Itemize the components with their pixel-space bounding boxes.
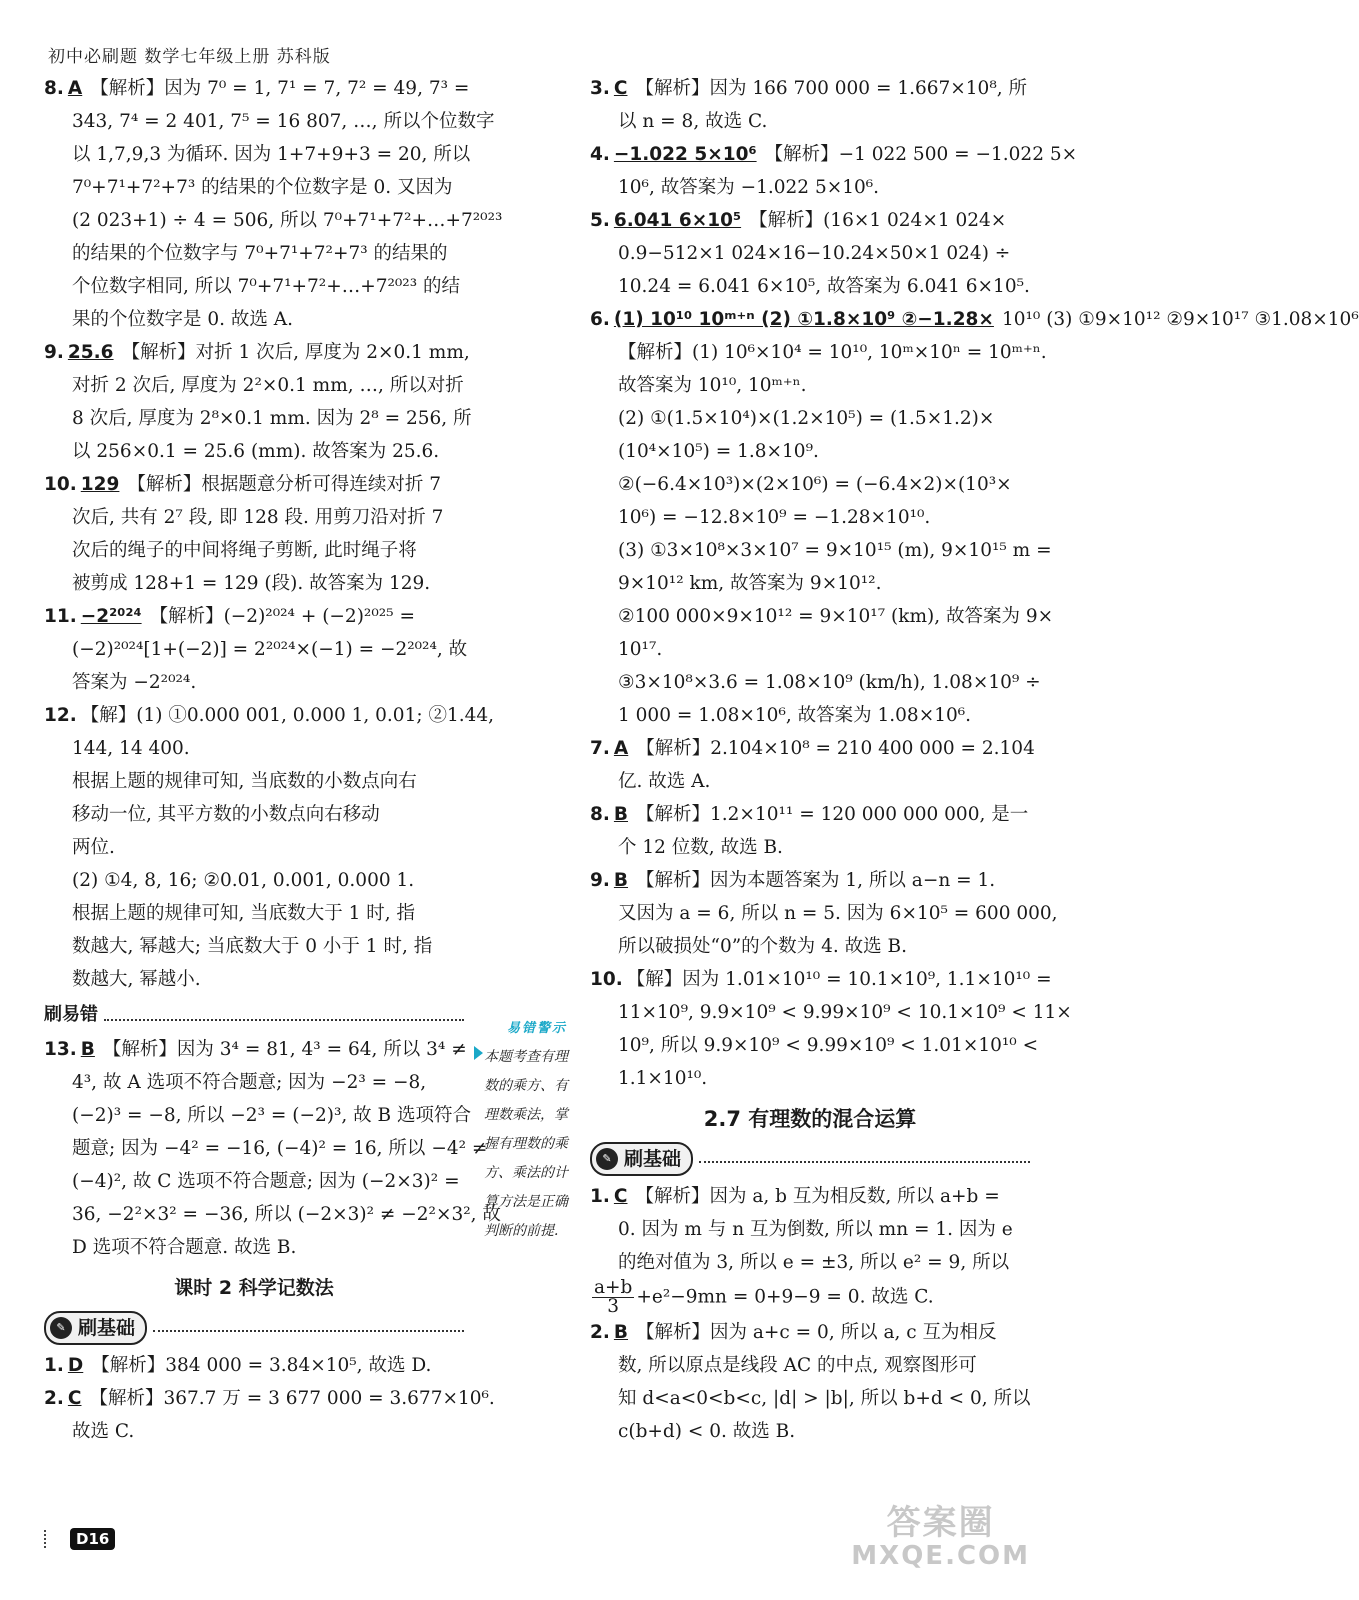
answer-choice: C xyxy=(613,78,628,99)
answer-text: D 选项不符合题意. 故选 B. xyxy=(72,1237,297,1258)
answer-item xyxy=(590,72,1030,138)
answer-text: c(b+d) < 0. 故选 B. xyxy=(618,1421,796,1442)
answer-text: 10.24 = 6.041 6×10⁵, 故答案为 6.041 6×10⁵. xyxy=(618,276,1030,297)
answer-line xyxy=(44,435,464,468)
question-number: 1. xyxy=(44,1355,64,1376)
answer-first-line xyxy=(44,600,464,633)
answer-text: 【解析】因为 166 700 000 = 1.667×10⁸, 所 xyxy=(635,78,1028,99)
answer-first-line xyxy=(44,699,495,732)
answer-text: 数, 所以原点是线段 AC 的中点, 观察图形可 xyxy=(618,1355,977,1376)
answer-choice: B xyxy=(80,1039,95,1060)
answer-line xyxy=(44,798,464,831)
answer-text: (10⁴×10⁵) = 1.8×10⁹. xyxy=(618,441,819,462)
answer-choice: 129 xyxy=(80,474,120,495)
badge-dots xyxy=(699,1155,1030,1163)
badge-dots xyxy=(153,1324,464,1332)
badge-icon: ✎ xyxy=(596,1148,618,1170)
answer-line xyxy=(590,1415,1030,1448)
answer-right-2 xyxy=(590,1316,1030,1448)
answer-first-line xyxy=(590,138,1078,171)
answer-line xyxy=(44,237,464,270)
easy-mistake-divider xyxy=(44,998,464,1031)
answer-line xyxy=(44,765,464,798)
right-answer-list xyxy=(590,72,1359,1095)
watermark xyxy=(851,1504,1030,1570)
answer-first-line xyxy=(590,204,1030,237)
answer-text: 【解析】根据题意分析可得连续对折 7 xyxy=(127,474,442,495)
answer-text: 10¹⁰ (3) ①9×10¹² ②9×10¹⁷ ③1.08×10⁶ xyxy=(1001,309,1359,330)
answer-choice: B xyxy=(613,1322,629,1343)
tip-title: 易错警示 xyxy=(506,1021,567,1036)
basic-badge-left xyxy=(44,1311,464,1345)
answer-line xyxy=(590,1382,1030,1415)
answer-text: 题意; 因为 −4² = −16, (−4)² = 16, 所以 −4² ≠ xyxy=(72,1138,488,1159)
answer-item xyxy=(590,138,1078,204)
answer-first-line xyxy=(590,963,1052,996)
answer-line xyxy=(590,996,1072,1029)
answer-first-line xyxy=(590,732,1035,765)
left-column xyxy=(44,72,503,1448)
divider-dots xyxy=(104,1009,464,1021)
fraction-rest: +e²−9mn = 0+9−9 = 0. 故选 C. xyxy=(636,1286,934,1308)
question-number: 6. xyxy=(590,309,610,330)
question-number: 12. xyxy=(44,705,77,726)
answer-first-line xyxy=(44,336,470,369)
answer-text: 【解析】384 000 = 3.84×10⁵, 故选 D. xyxy=(91,1355,432,1376)
answer-item xyxy=(590,732,1035,798)
answer-line xyxy=(44,1415,464,1448)
fraction-top: a+b xyxy=(594,1277,633,1298)
badge-label: 刷基础 xyxy=(624,1147,682,1170)
answer-line xyxy=(44,1099,471,1132)
answer-line xyxy=(44,864,464,897)
answer-line xyxy=(44,897,464,930)
tip-line: 握有理数的乘 xyxy=(484,1136,568,1152)
answer-line xyxy=(590,600,1054,633)
answer-first-line xyxy=(44,1033,467,1066)
answer-line xyxy=(44,270,464,303)
answer-text: 又因为 a = 6, 所以 n = 5. 因为 6×10⁵ = 600 000, xyxy=(618,903,1058,924)
answer-line xyxy=(590,1349,1030,1382)
answer-line xyxy=(44,1198,501,1231)
answer-text: (3) ①3×10⁸×3×10⁷ = 9×10¹⁵ (m), 9×10¹⁵ m = xyxy=(618,540,1052,561)
answer-item xyxy=(590,963,1072,1095)
question-number: 10. xyxy=(590,969,623,990)
answer-line xyxy=(590,468,1030,501)
answer-13 xyxy=(44,1033,501,1264)
answer-line xyxy=(44,1231,464,1264)
answer-line xyxy=(44,402,472,435)
answer-choice: −1.022 5×10⁶ xyxy=(613,144,757,165)
answer-choice: A xyxy=(613,738,629,759)
answer-text: 36, −2²×3² = −36, 所以 (−2×3)² ≠ −2²×3², 故 xyxy=(72,1204,501,1225)
answer-line xyxy=(590,699,1030,732)
answer-first-line xyxy=(44,1382,495,1415)
answer-item xyxy=(590,1180,1030,1279)
question-number: 10. xyxy=(44,474,77,495)
answer-text: 【解析】(−2)²⁰²⁴ + (−2)²⁰²⁵ = xyxy=(149,606,415,627)
answer-choice: C xyxy=(67,1388,82,1409)
page-number: D16 xyxy=(70,1528,115,1550)
answer-item xyxy=(44,336,472,468)
answer-line xyxy=(44,1132,488,1165)
answer-line xyxy=(590,105,1030,138)
question-number: 2. xyxy=(590,1322,610,1343)
answer-line xyxy=(44,171,464,204)
answer-line xyxy=(590,270,1030,303)
answer-text: 亿. 故选 A. xyxy=(618,771,711,792)
tip-text xyxy=(484,1043,590,1246)
answer-first-line xyxy=(44,72,470,105)
fraction-line xyxy=(590,1279,1030,1316)
answer-text: 的绝对值为 3, 所以 e = ±3, 所以 e² = 9, 所以 xyxy=(618,1252,1010,1273)
question-number: 9. xyxy=(590,870,610,891)
answer-choice: B xyxy=(613,804,629,825)
answer-item xyxy=(590,864,1058,963)
answer-line xyxy=(44,963,464,996)
fraction xyxy=(592,1279,634,1316)
answer-text: 答案为 −2²⁰²⁴. xyxy=(72,672,197,693)
answer-text: (−2)²⁰²⁴[1+(−2)] = 2²⁰²⁴×(−1) = −2²⁰²⁴, 故 xyxy=(72,639,468,660)
answer-text: (−2)³ = −8, 所以 −2³ = (−2)³, 故 B 选项符合 xyxy=(72,1105,471,1126)
answer-item xyxy=(44,1033,501,1264)
answer-right-1 xyxy=(590,1180,1030,1279)
answer-text: 【解析】因为 3⁴ = 81, 4³ = 64, 所以 3⁴ ≠ xyxy=(102,1039,467,1060)
answer-text: 10⁶) = −12.8×10⁹ = −1.28×10¹⁰. xyxy=(618,507,931,528)
answer-line xyxy=(590,1246,1030,1279)
page-bar xyxy=(44,1530,66,1548)
answer-first-line xyxy=(590,1180,1030,1213)
answer-choice: −2²⁰²⁴ xyxy=(80,606,142,627)
tip-line: 方、乘法的计 xyxy=(484,1165,568,1181)
answer-text: 【解析】因为 a, b 互为相反数, 所以 a+b = xyxy=(635,1186,1000,1207)
answer-text: 以 n = 8, 故选 C. xyxy=(618,111,768,132)
answer-line xyxy=(590,501,1030,534)
answer-text: 【解析】367.7 万 = 3 677 000 = 3.677×10⁶. xyxy=(89,1388,495,1409)
answer-line xyxy=(590,534,1052,567)
answer-text: 被剪成 128+1 = 129 (段). 故答案为 129. xyxy=(72,573,431,594)
answer-line xyxy=(44,204,503,237)
answer-line xyxy=(44,732,464,765)
answer-text: 故答案为 10¹⁰, 10ᵐ⁺ⁿ. xyxy=(618,375,807,396)
answer-first-line xyxy=(590,1316,1030,1349)
answer-text: ②100 000×9×10¹² = 9×10¹⁷ (km), 故答案为 9× xyxy=(618,606,1054,627)
answer-first-line xyxy=(590,303,1359,336)
question-number: 11. xyxy=(44,606,77,627)
answer-text: 的结果的个位数字与 7⁰+7¹+7²+7³ 的结果的 xyxy=(72,243,448,264)
answer-text: 8 次后, 厚度为 2⁸×0.1 mm. 因为 2⁸ = 256, 所 xyxy=(72,408,472,429)
watermark-bottom: MXQE.COM xyxy=(851,1541,1030,1571)
fraction-bottom: 3 xyxy=(607,1296,620,1317)
lesson-title: 课时 2 科学记数法 xyxy=(174,1277,334,1299)
answer-line xyxy=(44,138,471,171)
answer-text: 次后的绳子的中间将绳子剪断, 此时绳子将 xyxy=(72,540,417,561)
question-number: 7. xyxy=(590,738,610,759)
answer-text: 【解析】2.104×10⁸ = 210 400 000 = 2.104 xyxy=(636,738,1035,759)
answer-text: 11×10⁹, 9.9×10⁹ < 9.99×10⁹ < 10.1×10⁹ < 11× xyxy=(618,1002,1072,1023)
answer-text: 1 000 = 1.08×10⁶, 故答案为 1.08×10⁶. xyxy=(618,705,972,726)
answer-text: 所以破损处“0”的个数为 4. 故选 B. xyxy=(618,936,907,957)
tip-line: 本题考查有理 xyxy=(484,1049,568,1065)
answer-line xyxy=(44,1066,464,1099)
answer-first-line xyxy=(44,1349,464,1382)
answer-text: 【解析】因为本题答案为 1, 所以 a−n = 1. xyxy=(636,870,996,891)
answer-choice: D xyxy=(67,1355,84,1376)
left-tail-answers xyxy=(44,1349,495,1448)
answer-item xyxy=(44,600,468,699)
mistake-tip xyxy=(484,1014,590,1246)
question-number: 5. xyxy=(590,210,610,231)
answer-text: 以 256×0.1 = 25.6 (mm). 故答案为 25.6. xyxy=(72,441,440,462)
answer-text: 知 d<a<0<b<c, |d| > |b|, 所以 b+d < 0, 所以 xyxy=(618,1388,1031,1409)
answer-choice: A xyxy=(67,78,83,99)
answer-line xyxy=(44,567,464,600)
answer-text: 【解析】对折 1 次后, 厚度为 2×0.1 mm, xyxy=(121,342,470,363)
answer-text: 两位. xyxy=(72,837,115,858)
badge-pill xyxy=(44,1311,147,1345)
answer-first-line xyxy=(590,798,1030,831)
answer-choice: (1) 10¹⁰ 10ᵐ⁺ⁿ (2) ①1.8×10⁹ ②−1.28× xyxy=(613,309,994,330)
tip-line: 数的乘方、有 xyxy=(484,1078,568,1094)
answer-choice: C xyxy=(613,1186,628,1207)
answer-text: 【解】(1) ①0.000 001, 0.000 1, 0.01; ②1.44, xyxy=(80,705,495,726)
tip-line: 判断的前提. xyxy=(484,1223,559,1239)
answer-text: 个位数字相同, 所以 7⁰+7¹+7²+…+7²⁰²³ 的结 xyxy=(72,276,461,297)
answer-line xyxy=(44,534,464,567)
answer-text: 9×10¹² km, 故答案为 9×10¹². xyxy=(618,573,882,594)
answer-text: 对折 2 次后, 厚度为 2²×0.1 mm, …, 所以对折 xyxy=(72,375,464,396)
answer-choice: 25.6 xyxy=(67,342,114,363)
right-column xyxy=(590,72,1359,1448)
answer-text: 次后, 共有 2⁷ 段, 即 128 段. 用剪刀沿对折 7 xyxy=(72,507,444,528)
tip-line: 算方法是正确 xyxy=(484,1194,568,1210)
answer-line xyxy=(44,501,464,534)
answer-text: 果的个位数字是 0. 故选 A. xyxy=(72,309,294,330)
answer-line xyxy=(44,666,464,699)
answer-line xyxy=(590,402,1030,435)
answer-line xyxy=(590,567,1030,600)
answer-line xyxy=(590,666,1041,699)
answer-item xyxy=(44,72,503,336)
answer-line xyxy=(590,1213,1030,1246)
question-number: 8. xyxy=(590,804,610,825)
answer-text: (−4)², 故 C 选项不符合题意; 因为 (−2×3)² = xyxy=(72,1171,460,1192)
question-number: 4. xyxy=(590,144,610,165)
answer-line xyxy=(590,633,1030,666)
answer-first-line xyxy=(590,72,1030,105)
basic-badge-right xyxy=(590,1142,1030,1176)
left-answer-list xyxy=(44,72,503,996)
answer-line xyxy=(590,1029,1039,1062)
question-number: 8. xyxy=(44,78,64,99)
answer-line xyxy=(44,369,464,402)
answer-text: 【解析】1.2×10¹¹ = 120 000 000 000, 是一 xyxy=(636,804,1029,825)
answer-item xyxy=(590,303,1359,732)
section-title: 2.7 有理数的混合运算 xyxy=(703,1107,917,1131)
answer-text: 以 1,7,9,3 为循环. 因为 1+7+9+3 = 20, 所以 xyxy=(72,144,471,165)
answer-first-line xyxy=(590,864,1030,897)
answer-item xyxy=(590,204,1030,303)
answer-line xyxy=(590,930,1030,963)
answer-text: (2) ①(1.5×10⁴)×(1.2×10⁵) = (1.5×1.2)× xyxy=(618,408,995,429)
answer-choice: 6.041 6×10⁵ xyxy=(613,210,742,231)
answer-text: 4³, 故 A 选项不符合题意; 因为 −2³ = −8, xyxy=(72,1072,427,1093)
answer-text: 【解析】(16×1 024×1 024× xyxy=(749,210,1007,231)
answer-line xyxy=(44,303,464,336)
answer-text: (2 023+1) ÷ 4 = 506, 所以 7⁰+7¹+7²+…+7²⁰²³ xyxy=(72,210,503,231)
answer-line xyxy=(590,831,1030,864)
answer-text: 移动一位, 其平方数的小数点向右移动 xyxy=(72,804,380,825)
answer-text: 根据上题的规律可知, 当底数的小数点向右 xyxy=(72,771,417,792)
answer-text: 数越大, 幂越小. xyxy=(72,969,201,990)
answer-item xyxy=(44,699,495,996)
tip-line: 理数乘法，掌 xyxy=(484,1107,568,1123)
answer-item xyxy=(44,1382,495,1448)
answer-line xyxy=(590,435,1030,468)
answer-text: 个 12 位数, 故选 B. xyxy=(618,837,783,858)
answer-text: 0. 因为 m 与 n 互为倒数, 所以 mn = 1. 因为 e xyxy=(618,1219,1013,1240)
badge-pill xyxy=(590,1142,693,1176)
answer-item xyxy=(44,1349,464,1382)
answer-line xyxy=(590,369,1030,402)
answer-line xyxy=(44,105,495,138)
answer-text: 343, 7⁴ = 2 401, 7⁵ = 16 807, …, 所以个位数字 xyxy=(72,111,495,132)
question-number: 13. xyxy=(44,1039,77,1060)
question-number: 9. xyxy=(44,342,64,363)
answer-text: 【解析】因为 a+c = 0, 所以 a, c 互为相反 xyxy=(636,1322,997,1343)
answer-text: 【解析】(1) 10⁶×10⁴ = 10¹⁰, 10ᵐ×10ⁿ = 10ᵐ⁺ⁿ. xyxy=(618,342,1047,363)
answer-line xyxy=(590,237,1030,270)
answer-text: 10⁶, 故答案为 −1.022 5×10⁶. xyxy=(618,177,880,198)
watermark-top: 答案圈 xyxy=(886,1503,995,1543)
badge-icon: ✎ xyxy=(50,1317,72,1339)
answer-text: 10⁹, 所以 9.9×10⁹ < 9.99×10⁹ < 1.01×10¹⁰ < xyxy=(618,1035,1039,1056)
answer-text: 根据上题的规律可知, 当底数大于 1 时, 指 xyxy=(72,903,416,924)
answer-line xyxy=(590,897,1058,930)
answer-text: ③3×10⁸×3.6 = 1.08×10⁹ (km/h), 1.08×10⁹ ÷ xyxy=(618,672,1041,693)
answer-text: 数越大, 幂越大; 当底数大于 0 小于 1 时, 指 xyxy=(72,936,433,957)
answer-text: 【解析】因为 7⁰ = 1, 7¹ = 7, 7² = 49, 7³ = xyxy=(90,78,470,99)
tip-arrow-icon xyxy=(474,1046,483,1060)
easy-mistake-label: 刷易错 xyxy=(44,1004,98,1025)
answer-text: ②(−6.4×10³)×(2×10⁶) = (−6.4×2)×(10³× xyxy=(618,474,1012,495)
answer-item xyxy=(590,1316,1030,1448)
answer-text: 0.9−512×1 024×16−10.24×50×1 024) ÷ xyxy=(618,243,1011,264)
answer-text: 144, 14 400. xyxy=(72,738,190,759)
answer-line xyxy=(590,336,1047,369)
answer-text: 1.1×10¹⁰. xyxy=(618,1068,708,1089)
answer-item xyxy=(44,468,464,600)
answer-text: 【解析】−1 022 500 = −1.022 5× xyxy=(764,144,1078,165)
answer-text: (2) ①4, 8, 16; ②0.01, 0.001, 0.000 1. xyxy=(72,870,415,891)
question-number: 2. xyxy=(44,1388,64,1409)
answer-line xyxy=(44,633,468,666)
answer-text: 故选 C. xyxy=(72,1421,135,1442)
book-header: 初中必刷题 数学七年级上册 苏科版 xyxy=(48,47,331,67)
answer-line xyxy=(590,1062,1030,1095)
question-number: 1. xyxy=(590,1186,610,1207)
answer-first-line xyxy=(44,468,464,501)
answer-line xyxy=(44,930,464,963)
answer-text: 7⁰+7¹+7²+7³ 的结果的个位数字是 0. 又因为 xyxy=(72,177,453,198)
answer-text: 【解】因为 1.01×10¹⁰ = 10.1×10⁹, 1.1×10¹⁰ = xyxy=(626,969,1052,990)
answer-choice: B xyxy=(613,870,629,891)
answer-line xyxy=(44,831,464,864)
question-number: 3. xyxy=(590,78,610,99)
answer-line xyxy=(590,765,1030,798)
answer-line xyxy=(44,1165,464,1198)
answer-text: 10¹⁷. xyxy=(618,639,663,660)
answer-item xyxy=(590,798,1030,864)
badge-label: 刷基础 xyxy=(78,1316,136,1339)
answer-line xyxy=(590,171,1030,204)
